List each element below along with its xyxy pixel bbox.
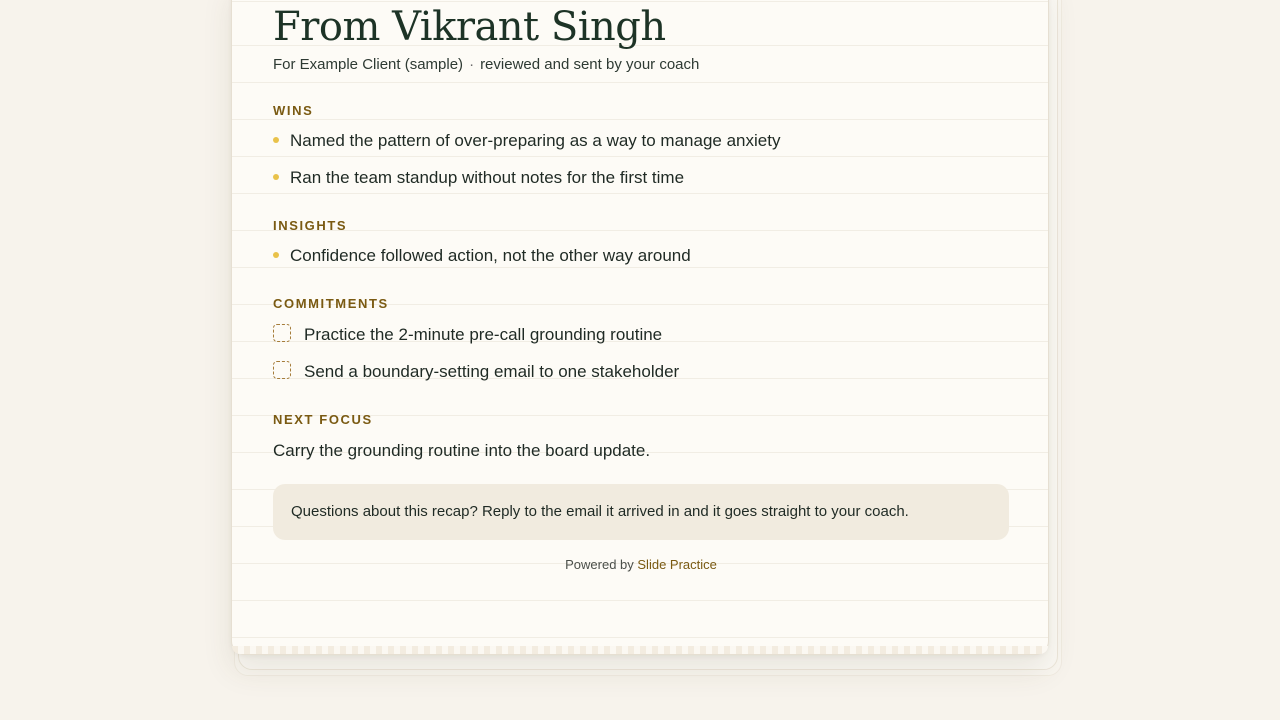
page-title: From Vikrant Singh — [273, 4, 666, 50]
sent-note: reviewed and sent by your coach — [480, 56, 700, 73]
next-focus-heading: NEXT FOCUS — [273, 412, 373, 427]
commitment-checkbox[interactable] — [273, 324, 291, 342]
card-bottom-edge — [232, 646, 1048, 654]
powered-by-label: Powered by — [565, 557, 634, 572]
recap-card — [231, 0, 1049, 655]
client-name: For Example Client (sample) — [273, 56, 464, 73]
slide-practice-link[interactable]: Slide Practice — [637, 557, 717, 572]
separator-dot: · — [469, 56, 475, 73]
commitments-heading: COMMITMENTS — [273, 296, 389, 311]
list-item-text: Named the pattern of over-preparing as a way to manage anxiety — [290, 131, 781, 150]
commitment-text: Send a boundary-setting email to one stakeholder — [304, 362, 680, 381]
list-item-text: Ran the team standup without notes for the first time — [290, 168, 685, 187]
next-focus-text: Carry the grounding routine into the board update. — [273, 441, 651, 460]
bullet-dot-icon — [273, 252, 279, 258]
wins-heading: WINS — [273, 103, 314, 118]
insights-heading: INSIGHTS — [273, 218, 348, 233]
reply-note-box — [273, 484, 1009, 540]
bullet-dot-icon — [273, 174, 279, 180]
commitment-text: Practice the 2-minute pre-call grounding routine — [304, 325, 663, 344]
recap-subtitle — [273, 56, 699, 73]
reply-note-text: Questions about this recap? Reply to the email it arrived in and it goes straight to your coach. — [291, 503, 909, 520]
commitment-checkbox[interactable] — [273, 361, 291, 379]
list-item-text: Confidence followed action, not the other way around — [290, 246, 691, 265]
bullet-dot-icon — [273, 137, 279, 143]
powered-by-footer — [273, 557, 1009, 572]
